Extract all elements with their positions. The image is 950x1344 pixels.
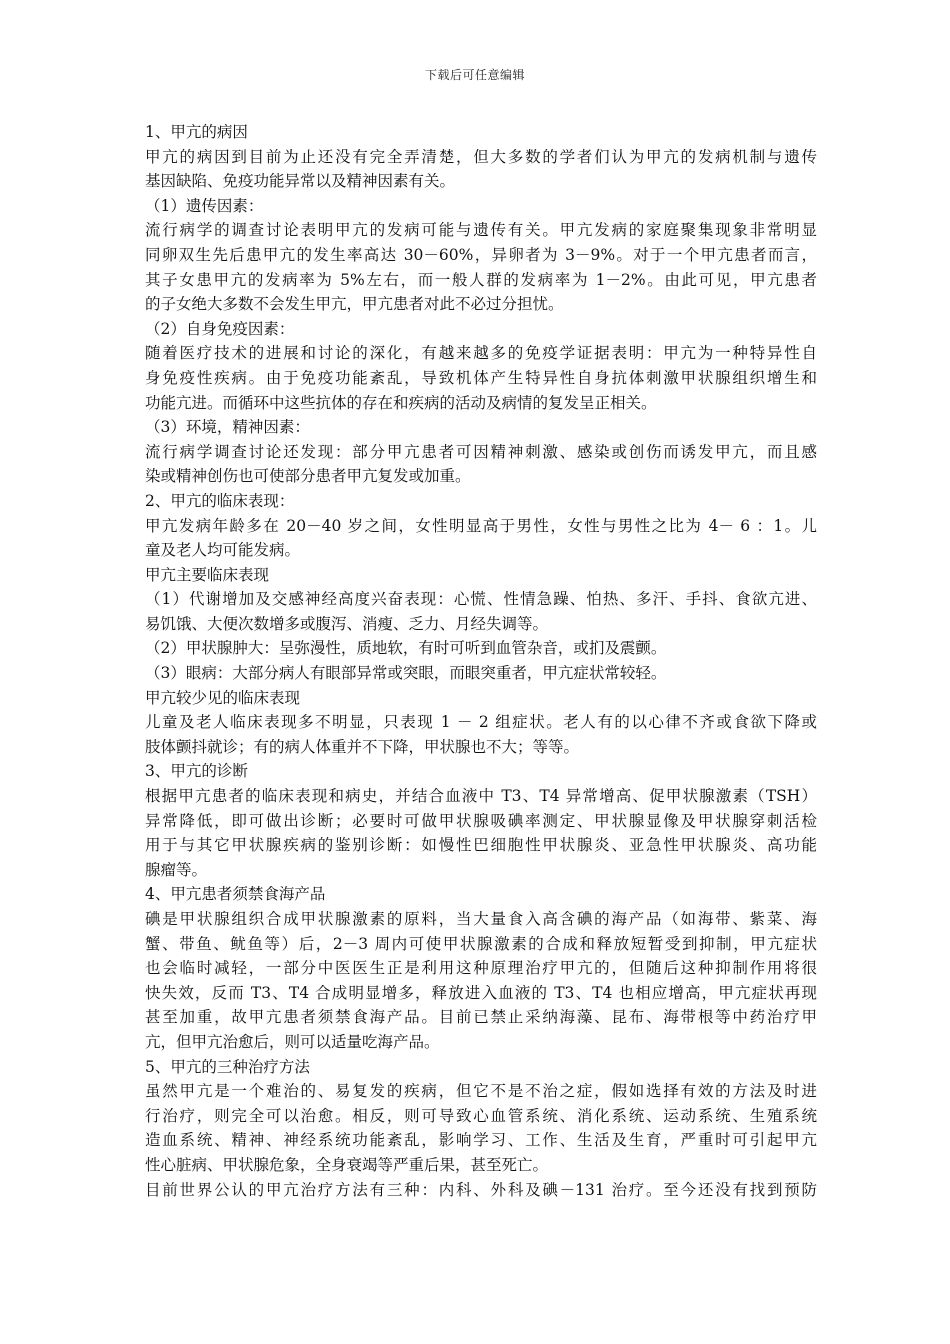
text-line: 甲亢较少见的临床表现 bbox=[145, 688, 301, 707]
text-line: （1）代谢增加及交感神经高度兴奋表现：心慌、性情急躁、怕热、多汗、手抖、食欲亢进、 bbox=[145, 590, 817, 609]
text-line: 的子女绝大多数不会发生甲亢，甲亢患者对此不必过分担忧。 bbox=[145, 295, 564, 314]
text-line: 根据甲亢患者的临床表现和病史，并结合血液中 T3、T4 异常增高、促甲状腺激素（TSH） bbox=[145, 787, 817, 806]
text-line: （2）自身免疫因素： bbox=[145, 319, 295, 338]
text-line: 碘是甲状腺组织合成甲状腺激素的原料，当大量食入高含碘的海产品（如海带、紫菜、海 bbox=[145, 910, 817, 928]
text-line: 也会临时减轻，一部分中医医生正是利用这种原理治疗甲亢的，但随后这种抑制作用将很 bbox=[145, 959, 817, 978]
text-line: 行治疗，则完全可以治愈。相反，则可导致心血管系统、消化系统、运动系统、生殖系统 bbox=[145, 1106, 817, 1125]
text-line: 随着医疗技术的进展和讨论的深化，有越来越多的免疫学证据表明：甲亢为一种特异性自 bbox=[145, 344, 817, 363]
text-line: 虽然甲亢是一个难治的、易复发的疾病，但它不是不治之症，假如选择有效的方法及时进 bbox=[145, 1082, 817, 1101]
text-line: （2）甲状腺肿大：呈弥漫性，质地软，有时可听到血管杂音，或扪及震颤。 bbox=[145, 639, 667, 658]
text-line: 儿童及老人临床表现多不明显，只表现 1 － 2 组症状。老人有的以心律不齐或食欲下降或 bbox=[145, 713, 817, 732]
text-line: 2、甲亢的临床表现： bbox=[145, 491, 295, 510]
text-line: 蟹、带鱼、鱿鱼等）后，2－3 周内可使甲状腺激素的合成和释放短暂受到抑制，甲亢症状 bbox=[145, 934, 817, 953]
text-line: 肢体颤抖就诊；有的病人体重并不下降，甲状腺也不大；等等。 bbox=[145, 737, 580, 756]
text-line: 功能亢进。而循环中这些抗体的存在和疾病的活动及病情的复发呈正相关。 bbox=[145, 393, 657, 412]
text-line: 目前世界公认的甲亢治疗方法有三种：内科、外科及碘－131 治疗。至今还没有找到预防 bbox=[145, 1180, 817, 1199]
text-line: 3、甲亢的诊断 bbox=[145, 762, 248, 781]
text-line: 异常降低，即可做出诊断；必要时可做甲状腺吸碘率测定、甲状腺显像及甲状腺穿刺活检 bbox=[145, 811, 817, 830]
text-line: 甲亢主要临床表现 bbox=[145, 565, 270, 584]
text-line: 4、甲亢患者须禁食海产品 bbox=[145, 885, 326, 904]
text-line: 快失效，反而 T3、T4 合成明显增多，释放进入血液的 T3、T4 也相应增高，甲亢症状再现 bbox=[145, 983, 817, 1002]
text-line: 1、甲亢的病因 bbox=[145, 123, 248, 141]
text-line: 流行病学的调查讨论表明甲亢的发病可能与遗传有关。甲亢发病的家庭聚集现象非常明显 bbox=[145, 221, 817, 240]
text-line: 甚至加重，故甲亢患者须禁食海产品。目前已禁止采纳海藻、昆布、海带根等中药治疗甲 bbox=[145, 1008, 817, 1027]
text-line: 腺瘤等。 bbox=[145, 860, 208, 879]
page-header: 下载后可任意编辑 bbox=[424, 68, 525, 82]
text-line: 其子女患甲亢的发病率为 5%左右，而一般人群的发病率为 1－2%。由此可见，甲亢患者 bbox=[145, 270, 817, 289]
text-line: 基因缺陷、免疫功能异常以及精神因素有关。 bbox=[145, 172, 456, 191]
text-line: 用于与其它甲状腺疾病的鉴别诊断：如慢性巴细胞性甲状腺炎、亚急性甲状腺炎、高功能 bbox=[145, 836, 817, 855]
text-line: 造血系统、精神、神经系统功能紊乱，影响学习、工作、生活及生育，严重时可引起甲亢 bbox=[145, 1131, 817, 1150]
text-line: 性心脏病、甲状腺危象，全身衰竭等严重后果，甚至死亡。 bbox=[145, 1155, 549, 1174]
text-line: （1）遗传因素： bbox=[145, 196, 264, 215]
text-line: 甲亢的病因到目前为止还没有完全弄清楚，但大多数的学者们认为甲亢的发病机制与遗传 bbox=[145, 147, 817, 166]
text-line: 亢，但甲亢治愈后，则可以适量吃海产品。 bbox=[145, 1032, 440, 1051]
text-line: 流行病学调查讨论还发现：部分甲亢患者可因精神刺激、感染或创伤而诱发甲亢，而且感 bbox=[145, 442, 817, 461]
text-line: 童及老人均可能发病。 bbox=[145, 541, 301, 560]
text-line: （3）环境，精神因素： bbox=[145, 418, 310, 437]
text-line: （3）眼病：大部分病人有眼部异常或突眼，而眼突重者，甲亢症状常较轻。 bbox=[145, 664, 667, 683]
text-line: 同卵双生先后患甲亢的发生率高达 30－60%，异卵者为 3－9%。对于一个甲亢患者而言， bbox=[145, 245, 817, 264]
text-line: 易饥饿、大便次数增多或腹泻、消瘦、乏力、月经失调等。 bbox=[145, 614, 549, 633]
text-line: 染或精神创伤也可使部分患者甲亢复发或加重。 bbox=[145, 467, 471, 486]
text-line: 身免疫性疾病。由于免疫功能紊乱，导致机体产生特异性自身抗体刺激甲状腺组织增生和 bbox=[145, 368, 817, 387]
text-line: 5、甲亢的三种治疗方法 bbox=[145, 1057, 310, 1076]
document-body bbox=[145, 120, 817, 1202]
text-line: 甲亢发病年龄多在 20－40 岁之间，女性明显高于男性，女性与男性之比为 4－ 6 ：1。儿 bbox=[145, 516, 817, 535]
